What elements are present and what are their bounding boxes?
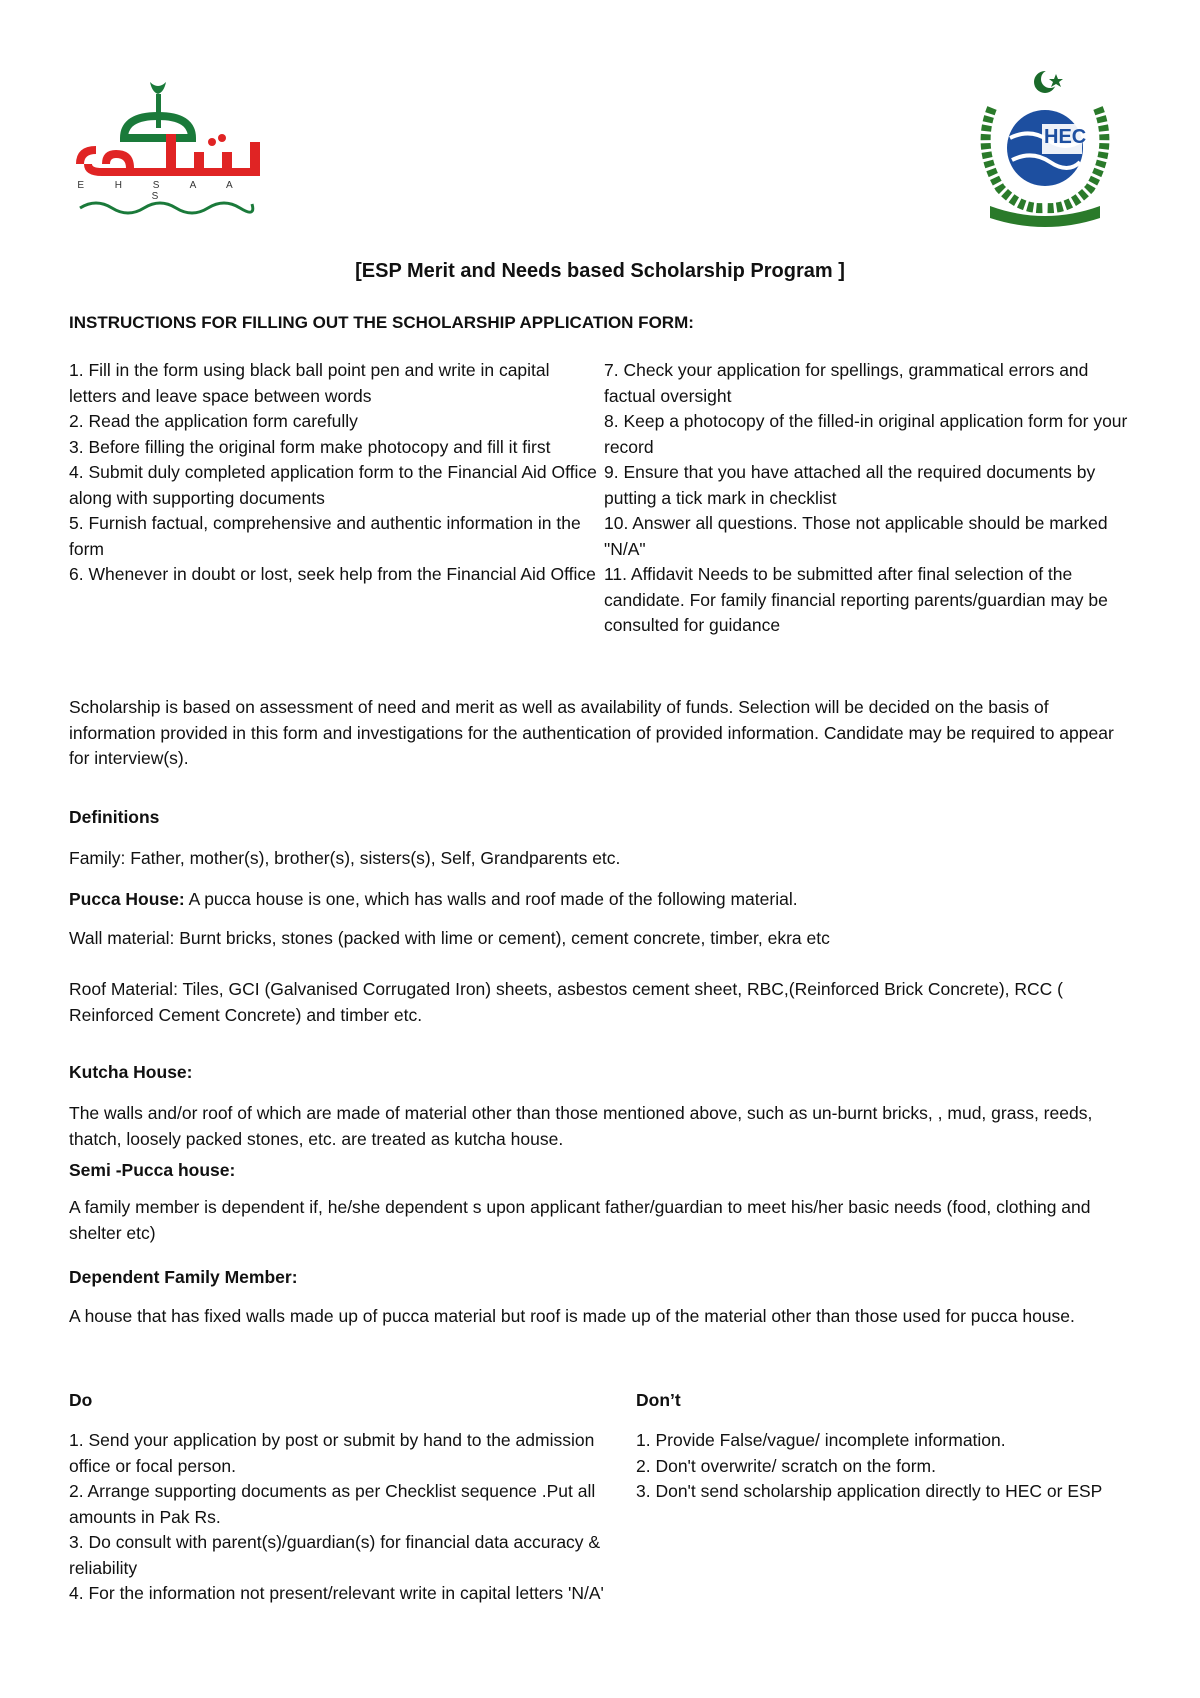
instruction-item: 3. Before filling the original form make photocopy and fill it first xyxy=(69,436,551,457)
hec-abbrev-text: HEC xyxy=(1044,126,1087,148)
instruction-item: 1. Fill in the form using black ball point pen and write in capital letters and leave space between words xyxy=(69,360,550,406)
instructions-right-column xyxy=(604,358,1134,639)
pucca-text: A pucca house is one, which has walls and roof made of the following material. xyxy=(184,889,798,909)
do-item: 4. For the information not present/relevant write in capital letters 'N/A' xyxy=(69,1583,604,1603)
do-list xyxy=(69,1428,609,1607)
semi-pucca-heading: Semi -Pucca house: xyxy=(69,1160,236,1180)
instruction-item: 4. Submit duly completed application form to the Financial Aid Office along with supporting documents xyxy=(69,462,597,508)
do-item: 2. Arrange supporting documents as per Checklist sequence .Put all amounts in Pak Rs. xyxy=(69,1481,596,1527)
dont-item: 3. Don't send scholarship application directly to HEC or ESP xyxy=(636,1481,1103,1501)
instruction-item: 6. Whenever in doubt or lost, seek help from the Financial Aid Office xyxy=(69,564,596,584)
definitions-heading: Definitions xyxy=(69,807,160,827)
instruction-item: 11. Affidavit Needs to be submitted after final selection of the candidate. For family financial reporting parents/guardian may be consulted for guidance xyxy=(604,564,1108,635)
instructions-left-column xyxy=(69,358,599,588)
hec-logo xyxy=(970,68,1120,228)
wall-material: Wall material: Burnt bricks, stones (packed with lime or cement), cement concrete, timber, ekra etc xyxy=(69,928,830,948)
ehsaas-urdu-tagline xyxy=(76,196,256,210)
do-heading: Do xyxy=(69,1390,93,1410)
page-title: [ESP Merit and Needs based Scholarship Program ] xyxy=(355,260,845,282)
instruction-item: 5. Furnish factual, comprehensive and authentic information in the form xyxy=(69,513,581,559)
instruction-item: 9. Ensure that you have attached all the required documents by putting a tick mark in checklist xyxy=(604,462,1096,508)
instruction-item: 10. Answer all questions. Those not applicable should be marked "N/A" xyxy=(604,513,1108,559)
do-item: 3. Do consult with parent(s)/guardian(s) for financial data accuracy & reliability xyxy=(69,1532,601,1578)
dont-heading: Don’t xyxy=(636,1390,681,1410)
roof-material: Roof Material: Tiles, GCI (Galvanised Corrugated Iron) sheets, asbestos cement sheet, RBC,(Reinforced Brick Concrete), RCC ( Reinforced Cement Concrete) and timber etc. xyxy=(69,979,1063,1025)
ehsaas-logo xyxy=(72,72,272,232)
scholarship-note: Scholarship is based on assessment of need and merit as well as availability of funds. Selection will be decided on the basis of information provided in this form and investigations for the authentication of provided information. Candidate may be required to appear for interview(s). xyxy=(69,697,1114,768)
dont-item: 2. Don't overwrite/ scratch on the form. xyxy=(636,1455,936,1476)
do-item: 1. Send your application by post or submit by hand to the admission office or focal person. xyxy=(69,1430,595,1476)
family-definition: Family: Father, mother(s), brother(s), sisters(s), Self, Grandparents etc. xyxy=(69,848,621,868)
kutcha-text: The walls and/or roof of which are made of material other than those mentioned above, such as un-burnt bricks, , mud, grass, reeds, thatch, loosely packed stones, etc. are treated as kutcha house. xyxy=(69,1103,1093,1149)
dependent-text: A house that has fixed walls made up of pucca material but roof is made up of the material other than those used for pucca house. xyxy=(69,1306,1075,1326)
semi-pucca-text: A family member is dependent if, he/she dependent s upon applicant father/guardian to meet his/her basic needs (food, clothing and shelter etc) xyxy=(69,1197,1091,1243)
instructions-heading: INSTRUCTIONS FOR FILLING OUT THE SCHOLARSHIP APPLICATION FORM: xyxy=(69,313,694,332)
dependent-heading: Dependent Family Member: xyxy=(69,1267,298,1287)
dont-list xyxy=(636,1428,1136,1505)
kutcha-heading: Kutcha House: xyxy=(69,1062,193,1082)
pucca-definition xyxy=(69,887,1134,913)
dont-item: 1. Provide False/vague/ incomplete information. xyxy=(636,1430,1006,1450)
instruction-item: 7. Check your application for spellings, grammatical errors and factual oversight xyxy=(604,360,1089,406)
instruction-item: 8. Keep a photocopy of the filled-in original application form for your record xyxy=(604,411,1128,457)
pucca-label: Pucca House: xyxy=(69,889,185,909)
ehsaas-latin-text: E H S A A S xyxy=(77,180,247,202)
instruction-item: 2. Read the application form carefully xyxy=(69,411,358,431)
